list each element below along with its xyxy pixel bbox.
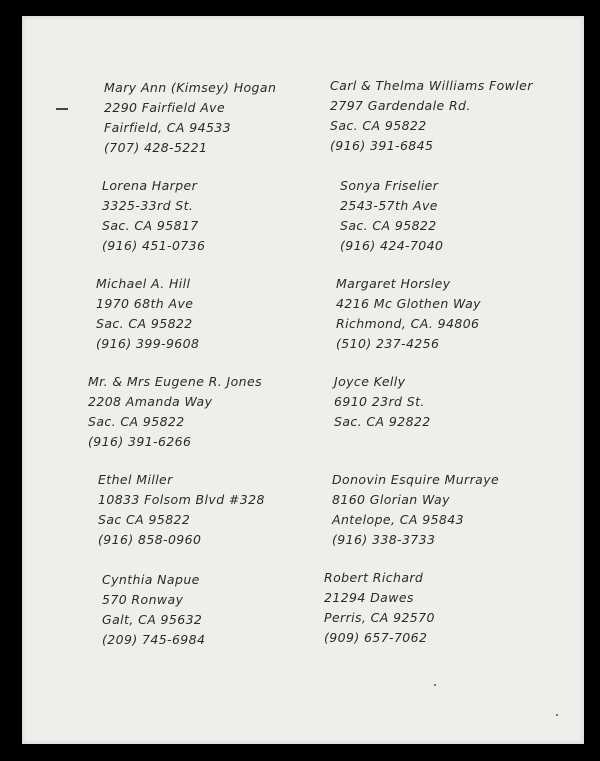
entry-street: 10833 Folsom Blvd #328	[98, 492, 265, 507]
entry-city: Perris, CA 92570	[324, 610, 435, 625]
entry-street: 2797 Gardendale Rd.	[330, 98, 471, 113]
entry-street: 21294 Dawes	[324, 590, 414, 605]
entry-city: Sac. CA 95822	[88, 414, 185, 429]
entry-name: Lorena Harper	[102, 178, 198, 193]
entry-city: Galt, CA 95632	[102, 612, 203, 627]
address-entry	[96, 274, 199, 354]
address-entry	[98, 470, 265, 550]
address-entry	[102, 570, 205, 650]
entry-street: 4216 Mc Glothen Way	[336, 296, 481, 311]
entry-city: Sac CA 95822	[98, 512, 191, 527]
entry-phone: (916) 858-0960	[98, 532, 202, 547]
entry-street: 8160 Glorian Way	[332, 492, 450, 507]
entry-name: Joyce Kelly	[334, 374, 406, 389]
entry-name: Margaret Horsley	[336, 276, 451, 291]
entry-phone: (510) 237-4256	[336, 336, 440, 351]
entry-city: Sac. CA 95817	[102, 218, 199, 233]
entry-name: Ethel Miller	[98, 472, 173, 487]
entry-name: Michael A. Hill	[96, 276, 191, 291]
entry-street: 2543-57th Ave	[340, 198, 438, 213]
speck	[556, 714, 558, 716]
speck	[434, 684, 436, 686]
entry-street: 570 Ronway	[102, 592, 184, 607]
address-entry	[332, 470, 499, 550]
paper-sheet	[22, 16, 584, 744]
entry-city: Sac. CA 95822	[340, 218, 437, 233]
entry-name: Robert Richard	[324, 570, 424, 585]
address-entry	[336, 274, 481, 354]
address-entry	[104, 78, 276, 158]
entry-phone: (916) 391-6266	[88, 434, 192, 449]
entry-street: 2208 Amanda Way	[88, 394, 213, 409]
entry-street: 3325-33rd St.	[102, 198, 194, 213]
address-entry	[334, 372, 431, 432]
entry-phone: (916) 338-3733	[332, 532, 436, 547]
entry-city: Sac. CA 95822	[330, 118, 427, 133]
entry-street: 6910 23rd St.	[334, 394, 425, 409]
entry-phone: (916) 451-0736	[102, 238, 206, 253]
address-entry	[88, 372, 262, 452]
entry-city: Richmond, CA. 94806	[336, 316, 480, 331]
address-entry	[102, 176, 205, 256]
entry-name: Sonya Friselier	[340, 178, 439, 193]
address-entry	[324, 568, 435, 648]
entry-city: Sac. CA 95822	[96, 316, 193, 331]
entry-city: Sac. CA 92822	[334, 414, 431, 429]
entry-phone: (209) 745-6984	[102, 632, 206, 647]
entry-city: Antelope, CA 95843	[332, 512, 464, 527]
entry-phone: (916) 424-7040	[340, 238, 444, 253]
entry-street: 2290 Fairfield Ave	[104, 100, 226, 115]
entry-name: Donovin Esquire Murraye	[332, 472, 500, 487]
address-entry	[330, 76, 533, 156]
entry-name: Carl & Thelma Williams Fowler	[330, 78, 533, 93]
entry-street: 1970 68th Ave	[96, 296, 194, 311]
entry-name: Cynthia Napue	[102, 572, 200, 587]
entry-phone: (909) 657-7062	[324, 630, 428, 645]
entry-phone: (916) 391-6845	[330, 138, 434, 153]
entry-phone: (916) 399-9608	[96, 336, 200, 351]
pen-mark	[56, 108, 68, 110]
entry-name: Mr. & Mrs Eugene R. Jones	[88, 374, 262, 389]
entry-city: Fairfield, CA 94533	[104, 120, 231, 135]
entry-name: Mary Ann (Kimsey) Hogan	[104, 80, 277, 95]
entry-phone: (707) 428-5221	[104, 140, 208, 155]
address-entry	[340, 176, 443, 256]
